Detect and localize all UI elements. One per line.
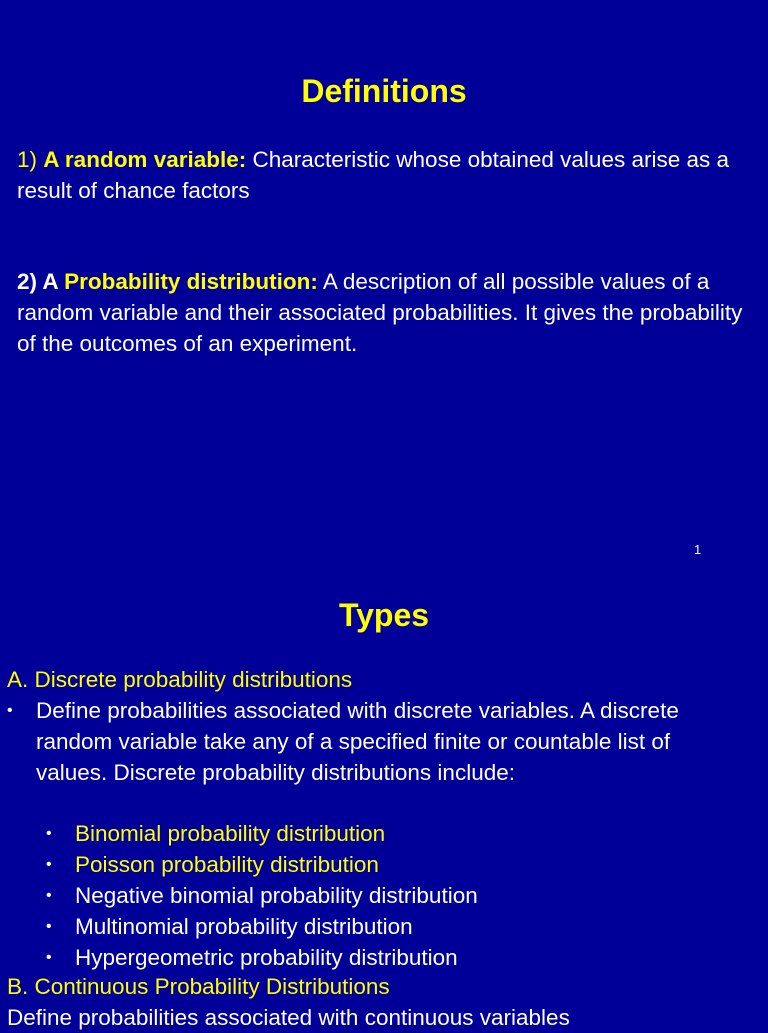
list-item-label: Negative binomial probability distribution bbox=[75, 883, 478, 908]
definition-probability-distribution bbox=[17, 266, 747, 359]
list-item bbox=[46, 942, 478, 973]
continuous-description-text: Define probabilities associated with continuous variables bbox=[7, 1005, 570, 1030]
list-item bbox=[46, 911, 478, 942]
slide-title-definitions: Definitions bbox=[301, 73, 467, 109]
bullet-icon: • bbox=[46, 887, 52, 904]
list-item bbox=[46, 880, 478, 911]
list-item-label: Poisson probability distribution bbox=[75, 852, 379, 877]
definition-term: A random variable: bbox=[43, 147, 247, 172]
definition-term: Probability distribution: bbox=[64, 269, 318, 294]
definition-text: Characteristic whose obtained values arise as a result of chance factors bbox=[17, 147, 730, 203]
bullet-icon: • bbox=[46, 856, 52, 873]
bullet-icon: • bbox=[46, 918, 52, 935]
discrete-distribution-list bbox=[46, 818, 478, 973]
bullet-text: Define probabilities associated with discrete variables. A discrete random variable take any of a specified finite or countable list of values. Discrete probability distributions include: bbox=[36, 698, 679, 785]
list-item bbox=[46, 849, 478, 880]
list-item-label: Hypergeometric probability distribution bbox=[75, 945, 458, 970]
section-heading-discrete: A. Discrete probability distributions bbox=[7, 667, 353, 692]
definition-random-variable bbox=[17, 144, 747, 206]
bullet-icon: • bbox=[46, 825, 52, 842]
list-item bbox=[46, 818, 478, 849]
bullet-icon: • bbox=[7, 702, 13, 719]
list-item-label: Multinomial probability distribution bbox=[75, 914, 413, 939]
bullet-icon: • bbox=[46, 949, 52, 966]
definition-number: 2) A bbox=[17, 269, 65, 294]
list-item-label: Binomial probability distribution bbox=[75, 821, 386, 846]
slide-number: 1 bbox=[694, 542, 702, 557]
definition-text: A description of all possible values of a random variable and their associated probabilities. It gives the probability of the outcomes of an experiment. bbox=[17, 269, 743, 356]
definition-number: 1) bbox=[17, 147, 44, 172]
bullet-discrete-description bbox=[7, 695, 707, 788]
section-heading-continuous: B. Continuous Probability Distributions bbox=[7, 974, 390, 999]
slide-title-types: Types bbox=[338, 597, 430, 633]
